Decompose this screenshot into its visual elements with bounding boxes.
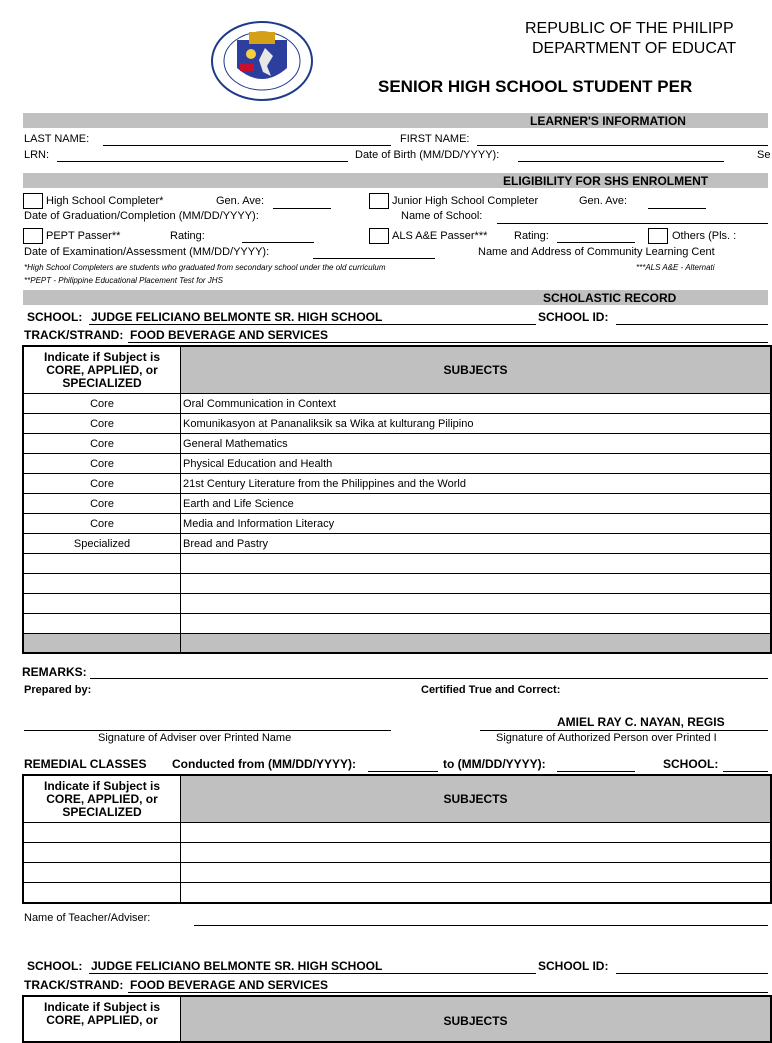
authorized-signature-line[interactable] <box>480 730 768 731</box>
subject-name-cell: General Mathematics <box>181 434 771 454</box>
col-subjects-header-2: SUBJECTS <box>181 996 771 1042</box>
subject-type-cell: Core <box>23 514 181 534</box>
subject-type-cell: Core <box>23 474 181 494</box>
school-field[interactable] <box>89 324 536 325</box>
first-name-label: FIRST NAME: <box>400 133 470 145</box>
subject-name-cell: Earth and Life Science <box>181 494 771 514</box>
lrn-label: LRN: <box>24 149 50 161</box>
date-exam-label: Date of Examination/Assessment (MM/DD/YYYY): <box>24 246 270 258</box>
school-label: SCHOOL: <box>27 310 83 324</box>
subject-type-cell: Core <box>23 414 181 434</box>
remedial-table <box>22 774 772 904</box>
rating-field-1[interactable] <box>242 242 314 243</box>
table-row[interactable] <box>23 394 771 414</box>
scholastic-bar <box>23 290 768 305</box>
first-name-field[interactable] <box>477 145 768 146</box>
eligibility-bar <box>23 173 768 188</box>
note-pept: **PEPT - Philippine Educational Placement Test for JHS <box>24 276 223 285</box>
others-label: Others (Pls. : <box>672 230 737 242</box>
deped-seal <box>207 20 317 102</box>
school-name-field[interactable] <box>497 223 768 224</box>
page-title: SENIOR HIGH SCHOOL STUDENT PER <box>378 77 693 96</box>
gen-ave-label-1: Gen. Ave: <box>216 195 265 207</box>
conducted-from-field[interactable] <box>368 771 438 772</box>
als-checkbox[interactable] <box>369 228 389 244</box>
dob-label: Date of Birth (MM/DD/YYYY): <box>355 149 500 161</box>
table-row[interactable] <box>23 514 771 534</box>
subject-type-cell: Core <box>23 394 181 414</box>
school-id-label: SCHOOL ID: <box>538 310 609 324</box>
school-label-2: SCHOOL: <box>27 959 83 973</box>
remedial-col-subjects-header: SUBJECTS <box>181 775 771 823</box>
col-indicate-header-2: Indicate if Subject is CORE, APPLIED, or <box>23 996 181 1042</box>
school-value: JUDGE FELICIANO BELMONTE SR. HIGH SCHOOL <box>91 310 383 324</box>
sex-label: Se <box>757 149 771 161</box>
hs-completer-checkbox[interactable] <box>23 193 43 209</box>
header-department: DEPARTMENT OF EDUCAT <box>532 40 737 57</box>
certified-label: Certified True and Correct: <box>421 684 561 696</box>
subject-type-cell <box>23 614 181 634</box>
table-row[interactable] <box>23 594 771 614</box>
jhs-completer-checkbox[interactable] <box>369 193 389 209</box>
subject-name-cell: Oral Communication in Context <box>181 394 771 414</box>
last-name-field[interactable] <box>103 145 391 146</box>
school-id-field[interactable] <box>616 324 768 325</box>
table-row[interactable] <box>23 494 771 514</box>
pept-label: PEPT Passer** <box>46 230 121 242</box>
subject-name-cell: 21st Century Literature from the Philippines and the World <box>181 474 771 494</box>
track-field[interactable] <box>128 342 768 343</box>
subject-type-cell <box>23 574 181 594</box>
subject-name-cell <box>181 594 771 614</box>
adviser-signature-line[interactable] <box>24 730 391 731</box>
als-label: ALS A&E Passer*** <box>392 230 488 242</box>
track-label: TRACK/STRAND: <box>24 328 124 342</box>
track-label-2: TRACK/STRAND: <box>24 978 124 992</box>
scholastic-table <box>22 345 772 654</box>
conducted-to-label: to (MM/DD/YYYY): <box>443 757 546 771</box>
table-row[interactable] <box>23 863 771 883</box>
table-row[interactable] <box>23 554 771 574</box>
remarks-label: REMARKS: <box>22 665 87 679</box>
authorized-signature-caption: Signature of Authorized Person over Printed I <box>496 732 717 744</box>
subject-type-cell: Specialized <box>23 534 181 554</box>
date-grad-label: Date of Graduation/Completion (MM/DD/YYYY): <box>24 210 259 222</box>
table-row[interactable] <box>23 823 771 843</box>
school-name-label: Name of School: <box>401 210 483 222</box>
last-name-label: LAST NAME: <box>24 133 90 145</box>
note-als: ***ALS A&E - Alternati <box>636 263 715 272</box>
table-row[interactable] <box>23 843 771 863</box>
table-row[interactable] <box>23 574 771 594</box>
subject-name-cell: Physical Education and Health <box>181 454 771 474</box>
learner-info-bar <box>23 113 768 128</box>
subject-name-cell: Media and Information Literacy <box>181 514 771 534</box>
date-exam-field[interactable] <box>313 258 435 259</box>
table-row[interactable] <box>23 883 771 904</box>
conducted-to-field[interactable] <box>557 771 635 772</box>
teacher-field[interactable] <box>194 925 768 926</box>
subject-type-cell: Core <box>23 434 181 454</box>
prepared-by-label: Prepared by: <box>24 684 92 696</box>
hs-completer-label: High School Completer* <box>46 195 164 207</box>
subject-name-cell <box>181 554 771 574</box>
school-id-label-2: SCHOOL ID: <box>538 959 609 973</box>
subject-type-cell <box>23 594 181 614</box>
gen-ave-field-2[interactable] <box>648 208 706 209</box>
track-value: FOOD BEVERAGE AND SERVICES <box>130 328 329 342</box>
remarks-field[interactable] <box>90 678 768 679</box>
col-subjects-header: SUBJECTS <box>181 346 771 394</box>
school-field-2[interactable] <box>89 973 536 974</box>
gen-ave-label-2: Gen. Ave: <box>579 195 628 207</box>
header-republic: REPUBLIC OF THE PHILIPP <box>525 20 734 37</box>
authorized-name: AMIEL RAY C. NAYAN, REGIS <box>557 715 725 729</box>
rating-label-1: Rating: <box>170 230 205 242</box>
rating-field-2[interactable] <box>557 242 635 243</box>
subject-type-cell: Core <box>23 494 181 514</box>
note-hs-completer: *High School Completers are students who graduated from secondary school under the old curriculum <box>24 263 386 272</box>
others-checkbox[interactable] <box>648 228 668 244</box>
table-row[interactable] <box>23 614 771 634</box>
subject-name-cell <box>181 614 771 634</box>
table-row[interactable] <box>23 414 771 434</box>
col-indicate-header: Indicate if Subject is CORE, APPLIED, or SPECIALIZED <box>23 346 181 394</box>
subject-type-cell: Core <box>23 454 181 474</box>
teacher-label: Name of Teacher/Adviser: <box>24 912 151 924</box>
table-row[interactable] <box>23 454 771 474</box>
pept-checkbox[interactable] <box>23 228 43 244</box>
clc-label: Name and Address of Community Learning Cent <box>478 246 715 258</box>
scholastic-heading: SCHOLASTIC RECORD <box>543 291 677 305</box>
subject-name-cell: Bread and Pastry <box>181 534 771 554</box>
gen-ave-field-1[interactable] <box>273 208 331 209</box>
table-row[interactable] <box>23 474 771 494</box>
remedial-school-label: SCHOOL: <box>663 757 719 771</box>
dob-field[interactable] <box>518 161 724 162</box>
adviser-signature-caption: Signature of Adviser over Printed Name <box>98 732 292 744</box>
jhs-completer-label: Junior High School Completer <box>392 195 539 207</box>
scholastic-table-2 <box>22 995 772 1043</box>
remedial-school-field[interactable] <box>723 771 768 772</box>
conducted-from-label: Conducted from (MM/DD/YYYY): <box>172 757 356 771</box>
table-row[interactable] <box>23 434 771 454</box>
eligibility-heading: ELIGIBILITY FOR SHS ENROLMENT <box>503 174 709 188</box>
table-row[interactable] <box>23 534 771 554</box>
rating-label-2: Rating: <box>514 230 549 242</box>
learner-info-heading: LEARNER'S INFORMATION <box>530 114 686 128</box>
school-id-field-2[interactable] <box>616 973 768 974</box>
track-value-2: FOOD BEVERAGE AND SERVICES <box>130 978 329 992</box>
subject-name-cell <box>181 574 771 594</box>
remedial-col-indicate-header: Indicate if Subject is CORE, APPLIED, or SPECIALIZED <box>23 775 181 823</box>
school-value-2: JUDGE FELICIANO BELMONTE SR. HIGH SCHOOL <box>91 959 383 973</box>
subject-name-cell: Komunikasyon at Pananaliksik sa Wika at kulturang Pilipino <box>181 414 771 434</box>
remedial-label: REMEDIAL CLASSES <box>24 757 147 771</box>
track-field-2[interactable] <box>128 992 768 993</box>
lrn-field[interactable] <box>57 161 348 162</box>
subject-type-cell <box>23 554 181 574</box>
